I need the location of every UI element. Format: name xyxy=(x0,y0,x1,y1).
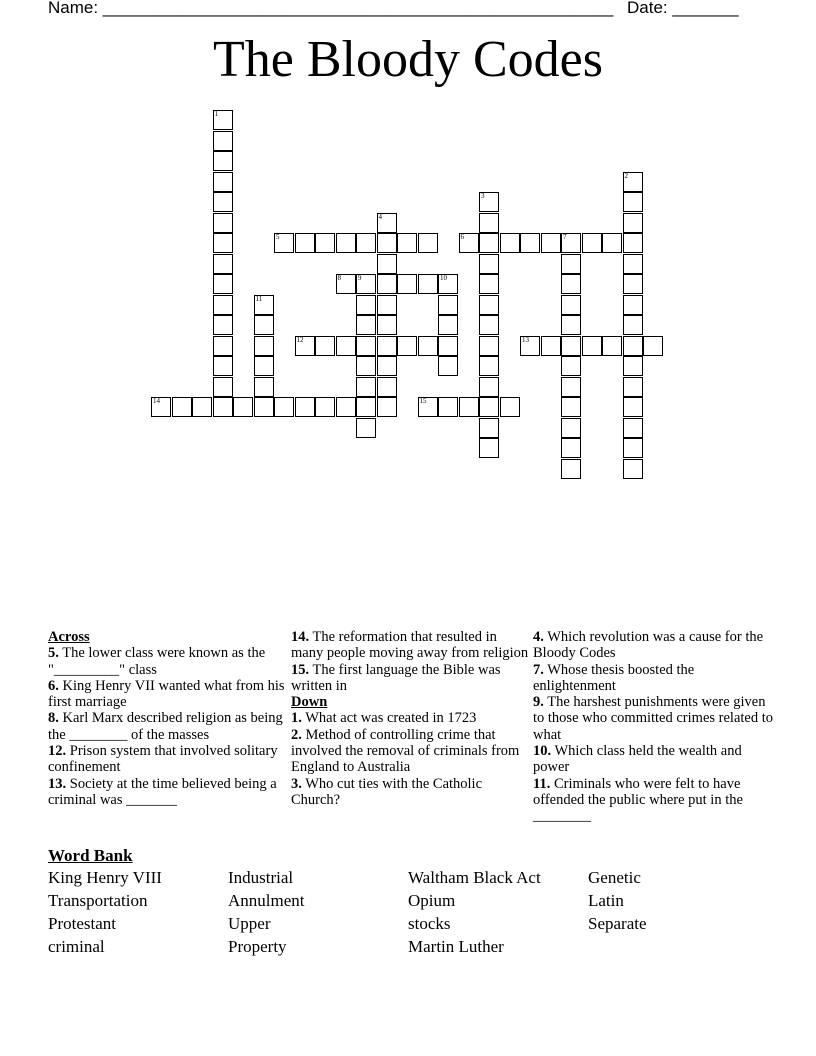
clue-text: The lower class were known as the "_________" class xyxy=(48,645,266,678)
crossword-cell[interactable] xyxy=(397,336,417,356)
clue-column-1 xyxy=(48,629,288,808)
crossword-cell[interactable] xyxy=(418,274,438,294)
crossword-grid xyxy=(0,0,816,500)
crossword-cell[interactable] xyxy=(274,397,294,417)
date-field[interactable]: Date: _______ xyxy=(627,0,739,17)
crossword-cell[interactable] xyxy=(479,192,499,212)
crossword-cell[interactable] xyxy=(418,336,438,356)
clue-section-heading: Down xyxy=(291,694,328,711)
crossword-cell[interactable] xyxy=(151,397,171,417)
page-title: The Bloody Codes xyxy=(213,31,603,88)
crossword-cell[interactable] xyxy=(479,377,499,397)
clue-text: Method of controlling crime that involved the removal of criminals from England to Australia xyxy=(291,726,520,776)
crossword-cell[interactable] xyxy=(623,233,643,253)
crossword-cell[interactable] xyxy=(500,397,520,417)
crossword-cell[interactable] xyxy=(561,459,581,479)
crossword-cell[interactable] xyxy=(377,233,397,253)
word-bank-item: Upper xyxy=(228,914,271,933)
crossword-cell[interactable] xyxy=(479,438,499,458)
word-bank-item: Protestant xyxy=(48,914,116,933)
crossword-cell[interactable] xyxy=(438,336,458,356)
crossword-cell-number: 11 xyxy=(255,294,263,303)
word-bank-item: Opium xyxy=(408,891,456,910)
crossword-cell[interactable] xyxy=(479,274,499,294)
word-bank-item: Annulment xyxy=(228,891,305,910)
crossword-cell[interactable] xyxy=(459,397,479,417)
crossword-cell[interactable] xyxy=(623,438,643,458)
crossword-cell[interactable] xyxy=(479,213,499,233)
clue-number: 5. xyxy=(48,645,59,662)
crossword-cell[interactable] xyxy=(274,233,294,253)
crossword-cell[interactable] xyxy=(213,192,233,212)
clue-number: 12. xyxy=(48,743,67,760)
crossword-cell[interactable] xyxy=(479,356,499,376)
crossword-cell[interactable] xyxy=(479,418,499,438)
crossword-cell[interactable] xyxy=(520,336,540,356)
word-bank-item: Genetic xyxy=(588,868,641,887)
crossword-cell-number: 10 xyxy=(440,274,447,282)
clue-item xyxy=(291,662,531,695)
clue-number: 3. xyxy=(291,775,302,792)
name-field[interactable]: Name: ______________________________________________________ xyxy=(48,0,614,17)
crossword-cell[interactable] xyxy=(623,254,643,274)
crossword-cell[interactable] xyxy=(213,131,233,151)
clue-item xyxy=(291,710,531,726)
crossword-cell[interactable] xyxy=(623,274,643,294)
clue-text: King Henry VII wanted what from his first marriage xyxy=(48,677,285,711)
crossword-cell[interactable] xyxy=(336,336,356,356)
crossword-cell[interactable] xyxy=(561,397,581,417)
crossword-cell[interactable] xyxy=(541,336,561,356)
crossword-cell[interactable] xyxy=(336,397,356,417)
clue-text: The first language the Bible was written in xyxy=(291,661,501,694)
crossword-cell[interactable] xyxy=(438,315,458,335)
crossword-cell[interactable] xyxy=(602,336,622,356)
clue-item xyxy=(533,776,773,825)
crossword-cell[interactable] xyxy=(295,336,315,356)
clue-number: 2. xyxy=(291,726,302,743)
crossword-cell[interactable] xyxy=(561,438,581,458)
crossword-cell[interactable] xyxy=(356,295,376,315)
crossword-cell[interactable] xyxy=(561,274,581,294)
crossword-cell[interactable] xyxy=(213,151,233,171)
clue-number: 11. xyxy=(533,775,551,792)
clue-item xyxy=(48,645,288,678)
crossword-cell[interactable] xyxy=(397,233,417,253)
crossword-cell[interactable] xyxy=(623,315,643,335)
crossword-cell[interactable] xyxy=(623,336,643,356)
crossword-cell[interactable] xyxy=(315,233,335,253)
crossword-cell[interactable] xyxy=(315,397,335,417)
crossword-cell[interactable] xyxy=(377,213,397,233)
clue-column-2 xyxy=(291,629,531,808)
crossword-cell[interactable] xyxy=(500,233,520,253)
clue-number: 4. xyxy=(533,629,544,645)
crossword-cell[interactable] xyxy=(623,377,643,397)
clue-item xyxy=(533,629,773,662)
word-bank-title: Word Bank xyxy=(48,846,133,865)
clue-item xyxy=(291,629,531,662)
crossword-cell[interactable] xyxy=(561,418,581,438)
word-bank-item: Martin Luther xyxy=(408,937,504,956)
crossword-cell[interactable] xyxy=(377,336,397,356)
clue-number: 6. xyxy=(48,677,59,694)
crossword-cell[interactable] xyxy=(254,377,274,397)
crossword-cell-number: 2 xyxy=(624,171,628,180)
clue-number: 9. xyxy=(533,694,544,711)
word-bank-item: Transportation xyxy=(48,891,148,910)
crossword-cell[interactable] xyxy=(356,397,376,417)
crossword-cell[interactable] xyxy=(541,233,561,253)
clue-item xyxy=(48,710,288,743)
word-bank-item: stocks xyxy=(408,914,451,933)
word-bank-item: King Henry VIII xyxy=(48,868,162,887)
crossword-cell-number: 4 xyxy=(378,212,382,221)
crossword-cell-number: 7 xyxy=(563,233,567,241)
crossword-cell[interactable] xyxy=(479,315,499,335)
crossword-cell[interactable] xyxy=(438,274,458,294)
crossword-cell[interactable] xyxy=(561,295,581,315)
clue-item xyxy=(533,743,773,776)
clue-text: Which class held the wealth and power xyxy=(533,743,742,776)
crossword-cell[interactable] xyxy=(213,315,233,335)
crossword-cell-number: 13 xyxy=(522,335,529,344)
clue-text: Which revolution was a cause for the Bloody Codes xyxy=(533,629,764,662)
crossword-cell[interactable] xyxy=(172,397,192,417)
crossword-cell[interactable] xyxy=(623,459,643,479)
crossword-cell[interactable] xyxy=(377,254,397,274)
crossword-cell[interactable] xyxy=(602,233,622,253)
crossword-cell[interactable] xyxy=(213,356,233,376)
clue-text: Whose thesis boosted the enlightenment xyxy=(533,661,695,694)
word-bank-item: Waltham Black Act xyxy=(408,868,541,887)
crossword-cell[interactable] xyxy=(254,397,274,417)
crossword-cell[interactable] xyxy=(295,397,315,417)
crossword-cell-number: 3 xyxy=(481,192,485,200)
crossword-cell-number: 8 xyxy=(337,274,341,282)
crossword-cell[interactable] xyxy=(356,418,376,438)
crossword-cell[interactable] xyxy=(377,397,397,417)
clue-number: 14. xyxy=(291,629,310,645)
crossword-cell-number: 14 xyxy=(153,397,160,405)
crossword-cell[interactable] xyxy=(479,295,499,315)
crossword-cell[interactable] xyxy=(520,233,540,253)
clue-item xyxy=(291,727,531,776)
crossword-cell[interactable] xyxy=(561,233,581,253)
crossword-cell[interactable] xyxy=(356,274,376,294)
clue-item xyxy=(291,776,531,809)
crossword-cell[interactable] xyxy=(623,418,643,438)
crossword-cell[interactable] xyxy=(643,336,663,356)
crossword-cell[interactable] xyxy=(438,356,458,376)
clue-text: Who cut ties with the Catholic Church? xyxy=(291,775,483,808)
crossword-cell[interactable] xyxy=(479,397,499,417)
clue-number: 13. xyxy=(48,775,67,792)
clue-number: 8. xyxy=(48,710,59,727)
crossword-cell[interactable] xyxy=(438,295,458,315)
clue-text: The reformation that resulted in many people moving away from religion xyxy=(291,629,529,662)
crossword-cell[interactable] xyxy=(213,377,233,397)
clue-text: Karl Marx described religion as being the ________ of the masses xyxy=(48,710,283,743)
crossword-cell[interactable] xyxy=(356,336,376,356)
crossword-cell[interactable] xyxy=(561,356,581,376)
crossword-cell[interactable] xyxy=(582,233,602,253)
word-bank-item: Separate xyxy=(588,914,647,933)
crossword-cell[interactable] xyxy=(623,356,643,376)
crossword-cell[interactable] xyxy=(213,336,233,356)
crossword-cell[interactable] xyxy=(479,336,499,356)
clue-column-3 xyxy=(533,629,773,825)
crossword-cell[interactable] xyxy=(377,274,397,294)
crossword-cell[interactable] xyxy=(213,110,233,130)
crossword-cell[interactable] xyxy=(254,356,274,376)
clue-number: 15. xyxy=(291,661,310,678)
crossword-cell[interactable] xyxy=(213,397,233,417)
clue-number: 10. xyxy=(533,743,552,760)
word-bank-item: Property xyxy=(228,937,287,956)
crossword-cell[interactable] xyxy=(213,233,233,253)
crossword-cell[interactable] xyxy=(356,315,376,335)
clue-text: The harshest punishments were given to those who committed crimes related to what xyxy=(533,694,773,743)
clue-item xyxy=(48,776,288,809)
clue-number: 1. xyxy=(291,710,302,727)
crossword-cell[interactable] xyxy=(356,356,376,376)
crossword-cell[interactable] xyxy=(561,336,581,356)
crossword-cell[interactable] xyxy=(377,356,397,376)
word-bank-item: Industrial xyxy=(228,868,294,887)
crossword-cell[interactable] xyxy=(377,315,397,335)
crossword-cell[interactable] xyxy=(213,295,233,315)
clue-item xyxy=(533,694,773,743)
crossword-cell[interactable] xyxy=(192,397,212,417)
crossword-cell[interactable] xyxy=(336,233,356,253)
clue-item xyxy=(48,743,288,776)
crossword-cell[interactable] xyxy=(582,336,602,356)
crossword-cell[interactable] xyxy=(623,172,643,192)
crossword-cell[interactable] xyxy=(377,295,397,315)
crossword-cell-number: 12 xyxy=(296,335,304,344)
crossword-cell[interactable] xyxy=(356,377,376,397)
clue-text: Prison system that involved solitary confinement xyxy=(48,743,278,776)
clue-text: What act was created in 1723 xyxy=(301,710,477,727)
crossword-cell-number: 6 xyxy=(460,233,464,241)
clue-item xyxy=(48,678,288,711)
crossword-cell-number: 9 xyxy=(358,274,362,282)
word-bank-item: Latin xyxy=(588,891,624,910)
crossword-cell[interactable] xyxy=(479,254,499,274)
clue-text: Criminals who were felt to have offended the public where put in the ________ xyxy=(533,775,743,825)
crossword-cell[interactable] xyxy=(397,274,417,294)
crossword-cell[interactable] xyxy=(213,172,233,192)
crossword-cell[interactable] xyxy=(459,233,479,253)
crossword-cell[interactable] xyxy=(561,315,581,335)
crossword-cell[interactable] xyxy=(336,274,356,294)
crossword-cell[interactable] xyxy=(377,377,397,397)
crossword-cell[interactable] xyxy=(418,397,438,417)
crossword-cell[interactable] xyxy=(561,254,581,274)
crossword-cell[interactable] xyxy=(295,233,315,253)
crossword-cell[interactable] xyxy=(623,397,643,417)
word-bank-item: criminal xyxy=(48,937,105,956)
crossword-cell-number: 15 xyxy=(419,397,427,405)
crossword-cell[interactable] xyxy=(213,213,233,233)
crossword-cell[interactable] xyxy=(254,295,274,315)
crossword-cell-number: 1 xyxy=(214,110,218,118)
crossword-cell[interactable] xyxy=(438,397,458,417)
crossword-cell[interactable] xyxy=(315,336,335,356)
crossword-cell[interactable] xyxy=(254,315,274,335)
crossword-cell[interactable] xyxy=(561,377,581,397)
crossword-cell[interactable] xyxy=(623,192,643,212)
clue-item xyxy=(533,662,773,695)
clue-section-heading: Across xyxy=(48,629,90,645)
crossword-cell-number: 5 xyxy=(276,233,280,241)
crossword-cell[interactable] xyxy=(213,254,233,274)
crossword-cell[interactable] xyxy=(418,233,438,253)
crossword-cell[interactable] xyxy=(623,295,643,315)
crossword-cell[interactable] xyxy=(623,213,643,233)
crossword-cell[interactable] xyxy=(213,274,233,294)
clue-number: 7. xyxy=(533,661,544,678)
crossword-cell[interactable] xyxy=(254,336,274,356)
crossword-cell[interactable] xyxy=(479,233,499,253)
crossword-cell[interactable] xyxy=(356,233,376,253)
crossword-cell[interactable] xyxy=(233,397,253,417)
clue-text: Society at the time believed being a criminal was _______ xyxy=(48,775,277,808)
